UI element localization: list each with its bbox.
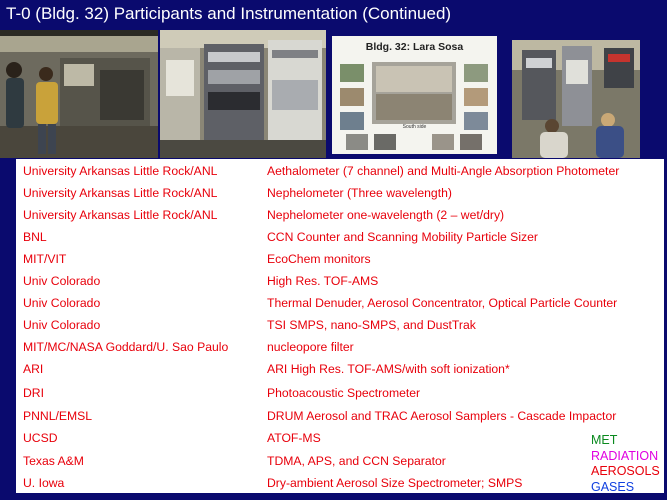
organization-cell: MIT/VIT: [23, 252, 67, 266]
photo-strip: [0, 30, 667, 158]
instrument-cell: Aethalometer (7 channel) and Multi-Angle Absorption Photometer: [267, 164, 620, 178]
organization-cell: Univ Colorado: [23, 274, 101, 288]
lab-photo-2: [160, 30, 326, 158]
lab-photo-1: [0, 30, 158, 158]
table-row: [16, 204, 664, 226]
instrument-cell: Photoacoustic Spectrometer: [267, 386, 421, 400]
instrument-cell: Nephelometer one-wavelength (2 – wet/dry): [267, 208, 505, 222]
organization-cell: U. Iowa: [23, 476, 65, 490]
table-row: [16, 248, 664, 270]
table-row: [16, 182, 664, 204]
table-row: [16, 472, 664, 494]
organization-cell: MIT/MC/NASA Goddard/U. Sao Paulo: [23, 340, 229, 354]
map-subcaption: South side: [402, 124, 427, 130]
instrument-cell: ATOF-MS: [267, 431, 321, 445]
instrument-cell: nucleopore filter: [267, 340, 354, 354]
table-row: [16, 160, 664, 182]
instrument-cell: Thermal Denuder, Aerosol Concentrator, Optical Particle Counter: [267, 296, 618, 310]
organization-cell: PNNL/EMSL: [23, 409, 93, 423]
legend-aerosols: AEROSOLS: [591, 464, 660, 478]
instrument-cell: Nephelometer (Three wavelength): [267, 186, 452, 200]
table-row: [16, 226, 664, 248]
table-row: [16, 336, 664, 358]
organization-cell: University Arkansas Little Rock/ANL: [23, 164, 218, 178]
table-row: [16, 358, 664, 380]
organization-cell: Univ Colorado: [23, 296, 101, 310]
table-row: [16, 292, 664, 314]
organization-cell: DRI: [23, 386, 44, 400]
organization-cell: University Arkansas Little Rock/ANL: [23, 186, 218, 200]
instrument-cell: ARI High Res. TOF-AMS/with soft ionization*: [267, 362, 510, 376]
table-row: [16, 270, 664, 292]
table-row: [16, 450, 664, 472]
organization-cell: Univ Colorado: [23, 318, 101, 332]
organization-cell: UCSD: [23, 431, 58, 445]
instrument-cell: High Res. TOF-AMS: [267, 274, 379, 288]
category-legend: [591, 433, 660, 495]
table-row: [16, 314, 664, 336]
map-caption: Bldg. 32: Lara Sosa: [365, 41, 464, 53]
instrument-cell: DRUM Aerosol and TRAC Aerosol Samplers - Cascade Impactor: [267, 409, 617, 423]
instrument-cell: TDMA, APS, and CCN Separator: [267, 454, 446, 468]
table-row: [16, 405, 664, 427]
organization-cell: Texas A&M: [23, 454, 84, 468]
organization-cell: University Arkansas Little Rock/ANL: [23, 208, 218, 222]
organization-cell: ARI: [23, 362, 44, 376]
instrument-cell: EcoChem monitors: [267, 252, 371, 266]
lab-photo-4: [512, 40, 640, 158]
table-row: [16, 382, 664, 404]
instrument-cell: Dry-ambient Aerosol Size Spectrometer; SMPS: [267, 476, 523, 490]
participants-table: [16, 159, 664, 493]
bldg32-map-photo: [332, 36, 497, 154]
instrument-cell: TSI SMPS, nano-SMPS, and DustTrak: [267, 318, 476, 332]
table-row: [16, 427, 664, 449]
legend-radiation: RADIATION: [591, 448, 659, 463]
instrument-cell: CCN Counter and Scanning Mobility Particle Sizer: [267, 230, 538, 244]
page-title: T-0 (Bldg. 32) Participants and Instrumentation (Continued): [6, 4, 452, 23]
legend-gases: GASES: [591, 479, 635, 494]
organization-cell: BNL: [23, 230, 47, 244]
legend-met: MET: [591, 433, 618, 447]
